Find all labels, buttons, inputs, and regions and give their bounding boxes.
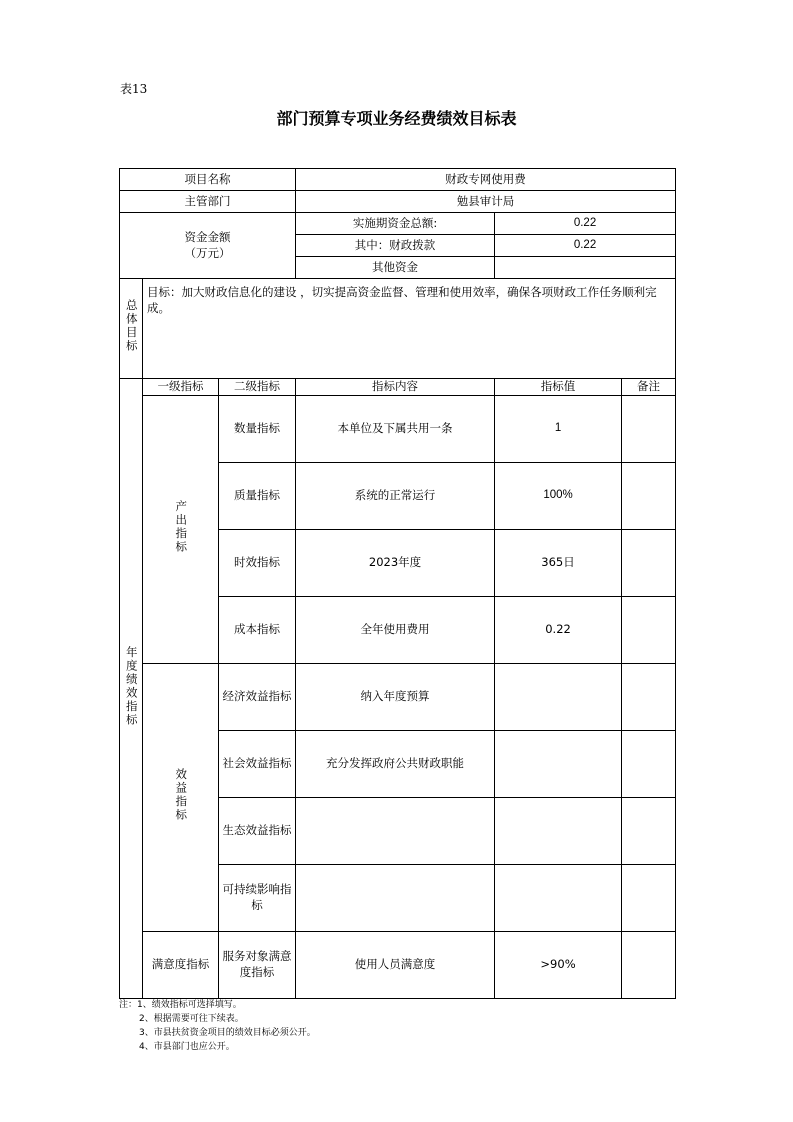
- content-cell: [296, 864, 495, 931]
- overall-goal-label-text: 总体目标: [124, 299, 139, 354]
- project-name-value: 财政专网使用费: [296, 169, 676, 191]
- content-cell: [296, 797, 495, 864]
- value-cell: 1: [495, 395, 622, 462]
- total-fund-label: 实施期资金总额:: [296, 213, 495, 235]
- content-cell: 系统的正常运行: [296, 462, 495, 529]
- note-cell: [622, 596, 676, 663]
- satisfaction-indicator-label: 满意度指标: [143, 931, 219, 998]
- value-cell: 100%: [495, 462, 622, 529]
- note-cell: [622, 462, 676, 529]
- level2-cell: 成本指标: [219, 596, 296, 663]
- level2-cell: 可持续影响指标: [219, 864, 296, 931]
- value-cell: [495, 797, 622, 864]
- content-cell: 本单位及下属共用一条: [296, 395, 495, 462]
- header-content: 指标内容: [296, 379, 495, 396]
- row-fund-total: [120, 213, 676, 235]
- level2-cell: 质量指标: [219, 462, 296, 529]
- fund-amount-label: [120, 213, 296, 279]
- footnote-2: 2、根据需要可往下续表。: [139, 1014, 244, 1024]
- fund-amount-label-line2: （万元）: [184, 245, 231, 260]
- footnote-4: 4、市县部门也应公开。: [139, 1042, 235, 1052]
- value-cell: >90%: [495, 931, 622, 998]
- content-cell: 2023年度: [296, 529, 495, 596]
- note-cell: [622, 730, 676, 797]
- value-cell: 365日: [495, 529, 622, 596]
- content-cell: 纳入年度预算: [296, 663, 495, 730]
- output-indicator-label: [143, 395, 219, 663]
- level2-cell: 社会效益指标: [219, 730, 296, 797]
- value-cell: 0.22: [495, 596, 622, 663]
- total-fund-value: 0.22: [495, 213, 676, 235]
- other-fund-label: 其他资金: [296, 257, 495, 279]
- value-cell: [495, 864, 622, 931]
- value-cell: [495, 663, 622, 730]
- content-cell: 使用人员满意度: [296, 931, 495, 998]
- content-cell: 全年使用费用: [296, 596, 495, 663]
- fiscal-fund-value: 0.22: [495, 235, 676, 257]
- page-title: 部门预算专项业务经费绩效目标表: [276, 109, 517, 128]
- benefit-indicator-label: [143, 663, 219, 931]
- table-row: [120, 931, 676, 998]
- header-note: 备注: [622, 379, 676, 396]
- footnotes: [119, 998, 316, 1054]
- level2-cell: 数量指标: [219, 395, 296, 462]
- annual-indicator-label: [120, 379, 143, 999]
- note-cell: [622, 395, 676, 462]
- overall-goal-label: [120, 279, 143, 379]
- table-number: 表13: [120, 82, 148, 96]
- department-label: 主管部门: [120, 191, 296, 213]
- note-cell: [622, 797, 676, 864]
- note-cell: [622, 931, 676, 998]
- level2-cell: 生态效益指标: [219, 797, 296, 864]
- note-cell: [622, 529, 676, 596]
- row-department: [120, 191, 676, 213]
- annual-indicator-label-text: 年度绩效指标: [124, 645, 139, 727]
- table-row: [120, 395, 676, 462]
- footnote-3: 3、市县扶贫资金项目的绩效目标必须公开。: [139, 1028, 316, 1038]
- benefit-indicator-label-text: 效益指标: [174, 767, 189, 822]
- department-value: 勉县审计局: [296, 191, 676, 213]
- row-indicator-headers: [120, 379, 676, 396]
- fund-amount-label-line1: 资金金额: [184, 229, 231, 244]
- other-fund-value: [495, 257, 676, 279]
- note-cell: [622, 663, 676, 730]
- overall-goal-text: 目标：加大财政信息化的建设 ，切实提高资金监督、管理和使用效率，确保各项财政工作任务顺利完成。: [143, 279, 676, 379]
- level2-cell: 时效指标: [219, 529, 296, 596]
- level2-cell: 服务对象满意度指标: [219, 931, 296, 998]
- footnote-1: 注：1、绩效指标可选择填写。: [119, 1000, 242, 1010]
- header-value: 指标值: [495, 379, 622, 396]
- output-indicator-label-text: 产出指标: [174, 499, 189, 554]
- project-name-label: 项目名称: [120, 169, 296, 191]
- row-overall-goal: [120, 279, 676, 379]
- table-row: [120, 663, 676, 730]
- performance-goal-table: [119, 168, 676, 999]
- header-level1: 一级指标: [143, 379, 219, 396]
- header-level2: 二级指标: [219, 379, 296, 396]
- row-project-name: [120, 169, 676, 191]
- content-cell: 充分发挥政府公共财政职能: [296, 730, 495, 797]
- value-cell: [495, 730, 622, 797]
- level2-cell: 经济效益指标: [219, 663, 296, 730]
- note-cell: [622, 864, 676, 931]
- fiscal-fund-label: 其中：财政拨款: [296, 235, 495, 257]
